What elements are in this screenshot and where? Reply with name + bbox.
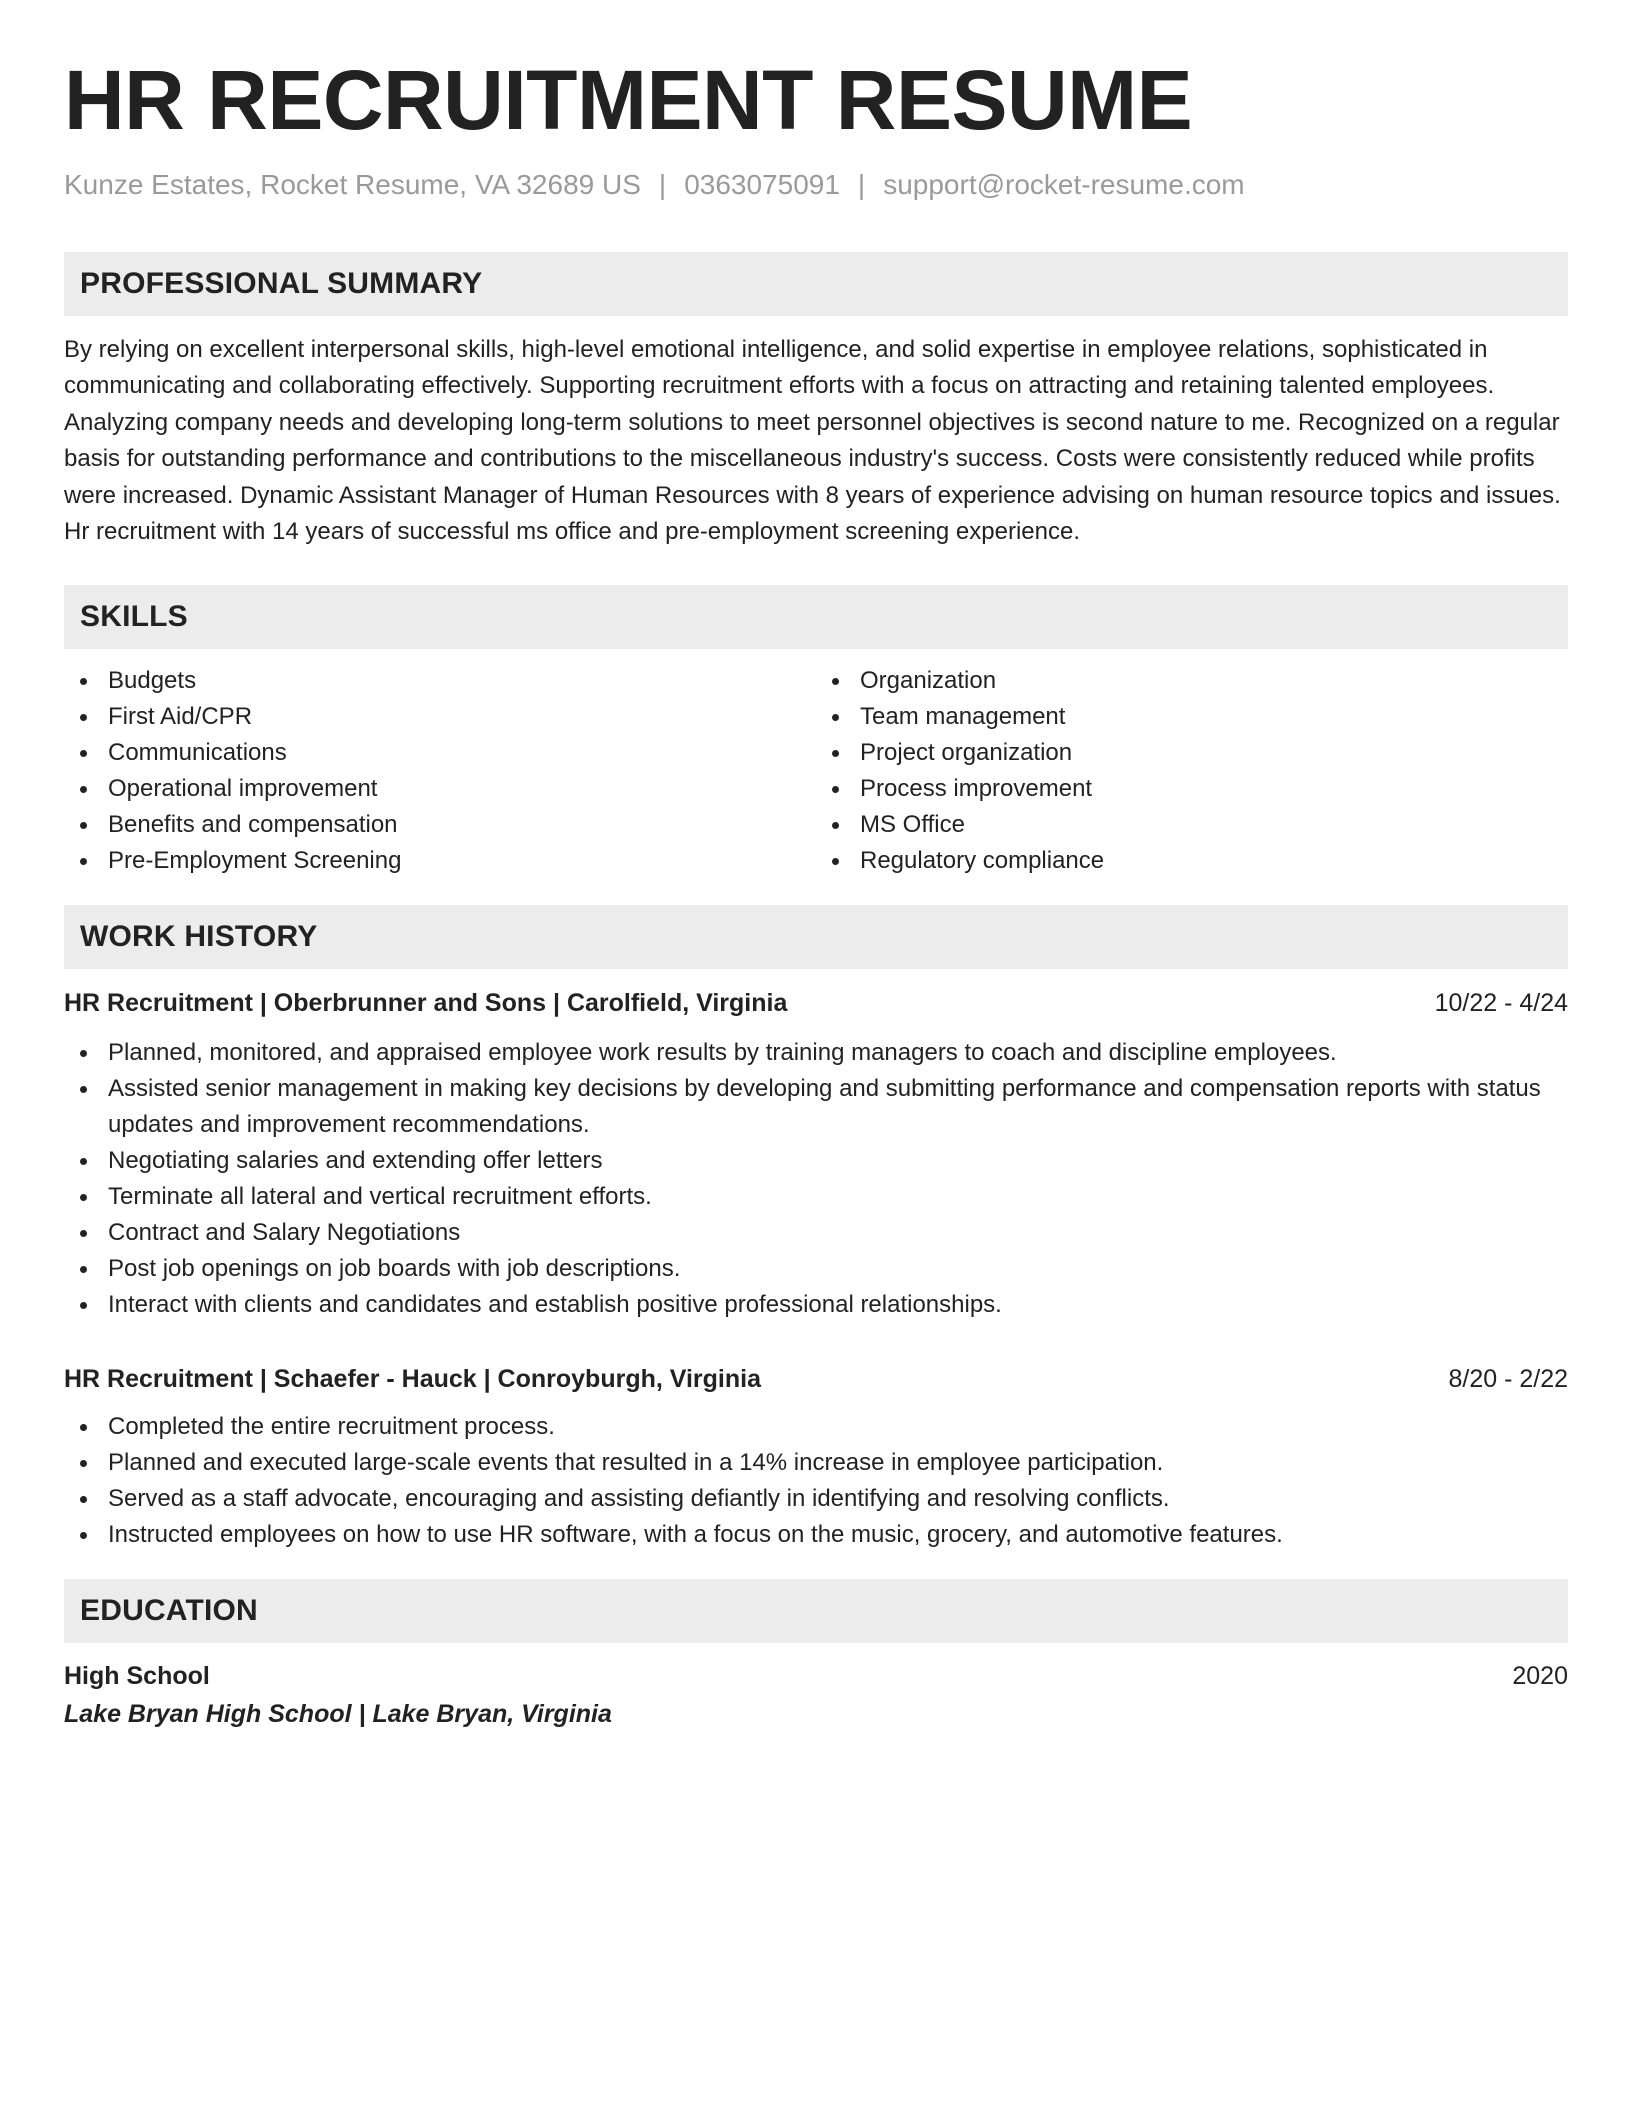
skills-column-right bbox=[816, 663, 1568, 879]
education-school: Lake Bryan High School | Lake Bryan, Virginia bbox=[64, 1699, 612, 1728]
section-heading-summary: PROFESSIONAL SUMMARY bbox=[64, 252, 1568, 316]
section-heading-skills: SKILLS bbox=[64, 585, 1568, 649]
job-entry bbox=[64, 1361, 1568, 1553]
job-dates: 10/22 - 4/24 bbox=[1434, 988, 1568, 1017]
job-header bbox=[64, 985, 1568, 1021]
skills-list bbox=[64, 663, 1568, 879]
job-duty-item: Completed the entire recruitment process. bbox=[64, 1409, 1568, 1445]
contact-line bbox=[64, 168, 1568, 202]
job-duty-item: Instructed employees on how to use HR software, with a focus on the music, grocery, and automotive features. bbox=[64, 1517, 1568, 1553]
skill-item: Communications bbox=[64, 735, 816, 771]
job-duties bbox=[64, 1409, 1568, 1553]
summary-text: By relying on excellent interpersonal skills, high-level emotional intelligence, and solid expertise in employee relations, sophisticated in communicating and collaborating effectively. Supporting recruitment efforts with a focus on attracting and retaining talented employees. Analyzing company needs and developing long-term solutions to meet personnel objectives is second nature to me. Recognized on a regular basis for outstanding performance and contributions to the miscellaneous industry's success. Costs were consistently reduced while profits were increased. Dynamic Assistant Manager of Human Resources with 8 years of experience advising on human resource topics and issues. Hr recruitment with 14 years of successful ms office and pre-employment screening experience. bbox=[64, 335, 1561, 546]
section-heading-education: EDUCATION bbox=[64, 1579, 1568, 1643]
section-heading-work-history: WORK HISTORY bbox=[64, 905, 1568, 969]
skill-item: Project organization bbox=[816, 735, 1568, 771]
contact-separator: | bbox=[658, 169, 667, 200]
job-duty-item: Served as a staff advocate, encouraging and assisting defiantly in identifying and resolving conflicts. bbox=[64, 1481, 1568, 1517]
job-header bbox=[64, 1361, 1568, 1397]
job-duties bbox=[64, 1035, 1568, 1323]
skill-item: Pre-Employment Screening bbox=[64, 843, 816, 879]
job-duty-item: Assisted senior management in making key decisions by developing and submitting performance and compensation reports with status updates and improvement recommendations. bbox=[64, 1071, 1568, 1143]
education-header bbox=[64, 1657, 1568, 1695]
job-duty-item: Post job openings on job boards with job descriptions. bbox=[64, 1251, 1568, 1287]
job-duty-item: Negotiating salaries and extending offer letters bbox=[64, 1143, 1568, 1179]
job-duty-item: Planned, monitored, and appraised employee work results by training managers to coach and discipline employees. bbox=[64, 1035, 1568, 1071]
skill-item: Budgets bbox=[64, 663, 816, 699]
resume-title: HR RECRUITMENT RESUME bbox=[64, 53, 1193, 147]
skill-item: Regulatory compliance bbox=[816, 843, 1568, 879]
job-title: HR Recruitment | Oberbrunner and Sons | Carolfield, Virginia bbox=[64, 988, 788, 1017]
education-entry bbox=[64, 1657, 1568, 1733]
skill-item: Organization bbox=[816, 663, 1568, 699]
job-dates: 8/20 - 2/22 bbox=[1448, 1364, 1568, 1393]
job-duty-item: Contract and Salary Negotiations bbox=[64, 1215, 1568, 1251]
contact-separator: | bbox=[857, 169, 866, 200]
skills-column-left bbox=[64, 663, 816, 879]
education-year: 2020 bbox=[1512, 1661, 1568, 1690]
job-title: HR Recruitment | Schaefer - Hauck | Conroyburgh, Virginia bbox=[64, 1364, 761, 1393]
skill-item: Team management bbox=[816, 699, 1568, 735]
contact-phone: 0363075091 bbox=[684, 169, 840, 200]
job-duty-item: Interact with clients and candidates and establish positive professional relationships. bbox=[64, 1287, 1568, 1323]
contact-email: support@rocket-resume.com bbox=[883, 169, 1245, 200]
education-degree: High School bbox=[64, 1661, 210, 1690]
job-entry bbox=[64, 985, 1568, 1323]
job-duty-item: Planned and executed large-scale events that resulted in a 14% increase in employee participation. bbox=[64, 1445, 1568, 1481]
skill-item: Process improvement bbox=[816, 771, 1568, 807]
job-duty-item: Terminate all lateral and vertical recruitment efforts. bbox=[64, 1179, 1568, 1215]
skill-item: Benefits and compensation bbox=[64, 807, 816, 843]
skill-item: First Aid/CPR bbox=[64, 699, 816, 735]
skill-item: MS Office bbox=[816, 807, 1568, 843]
skill-item: Operational improvement bbox=[64, 771, 816, 807]
contact-address: Kunze Estates, Rocket Resume, VA 32689 US bbox=[64, 169, 641, 200]
